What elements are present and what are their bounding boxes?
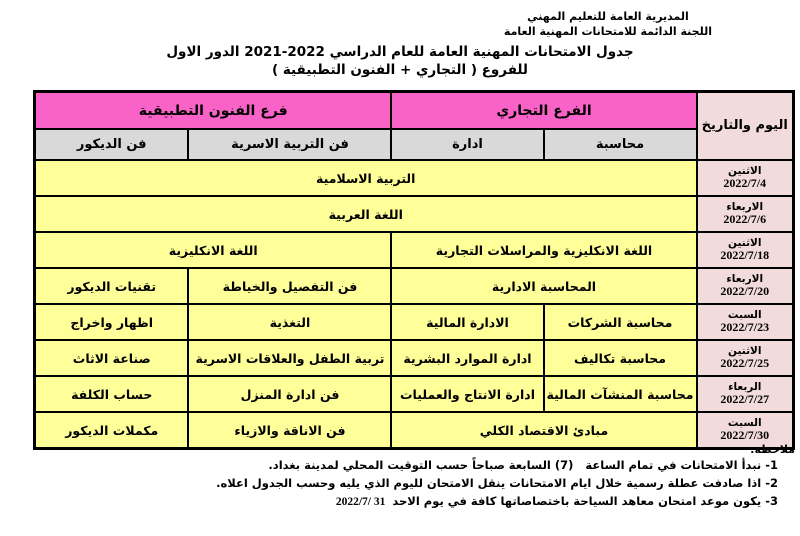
note-text: 1- نبدأ الامتحانات في تمام الساعة (7) السابعة صباحاً حسب التوقيت المحلي لمدينة بغداد. xyxy=(268,458,778,473)
day-name: الاربعاء xyxy=(726,201,764,214)
subject-cell: محاسبة المنشآت المالية xyxy=(544,376,697,412)
note-item xyxy=(5,493,795,512)
subject-cell: مكملات الديكور xyxy=(34,412,188,449)
notes-heading: ملاحظة: xyxy=(750,443,795,456)
day-name: السبت xyxy=(727,309,762,322)
note-item xyxy=(5,475,795,493)
subject-cell: صناعة الاثاث xyxy=(34,340,188,376)
track-administration: ادارة xyxy=(391,129,543,160)
day-name: الاربعاء xyxy=(726,273,764,286)
date-value: 2022/7/30 xyxy=(720,428,770,443)
day-date-cell xyxy=(697,196,794,232)
note-date: 2022/7/ 31 xyxy=(335,495,386,508)
note-text: 3- يكون موعد امتحان معاهد السياحة باختصاصاتها كافة في يوم الاحد xyxy=(392,493,778,508)
date-value: 2022/7/4 xyxy=(723,176,767,191)
subject-cell: حساب الكلفة xyxy=(34,376,188,412)
title-block xyxy=(0,44,800,80)
subject-cell: تقنيات الديكور xyxy=(34,268,188,304)
notes-section xyxy=(5,443,795,512)
subject-cell: اظهار واخراج xyxy=(34,304,188,340)
day-date-cell xyxy=(697,304,794,340)
note-text: 2- اذا صادفت عطلة رسمية خلال ايام الامتحانات ينقل الامتحان لليوم الذي يليه وحسب الجدول اعلاه. xyxy=(216,476,778,491)
track-accounting: محاسبة xyxy=(544,129,697,160)
doc-subtitle: للفروع ( التجاري + الفنون التطبيقية ) xyxy=(271,61,528,78)
day-date-cell xyxy=(697,268,794,304)
schedule-row xyxy=(34,376,793,412)
track-home-economics: فن التربية الاسرية xyxy=(188,129,391,160)
org-line-1: المديرية العامة للتعليم المهني xyxy=(527,10,689,23)
schedule-row xyxy=(34,196,793,232)
subject-cell: اللغة الانكليزية xyxy=(34,232,391,268)
date-value: 2022/7/20 xyxy=(720,284,770,299)
subject-cell: المحاسبة الادارية xyxy=(391,268,696,304)
subject-cell: الادارة المالية xyxy=(391,304,543,340)
subject-cell: فن التفصيل والخياطة xyxy=(188,268,391,304)
day-name: الاثنين xyxy=(728,345,762,358)
day-date-cell xyxy=(697,376,794,412)
schedule-row xyxy=(34,160,793,196)
subject-cell: فن ادارة المنزل xyxy=(188,376,391,412)
subject-cell: محاسبة تكاليف xyxy=(544,340,697,376)
subject-cell: محاسبة الشركات xyxy=(544,304,697,340)
org-line-2: اللجنة الدائمة للامتحانات المهنية العامة xyxy=(503,24,712,38)
day-name: الربعاء xyxy=(728,381,762,394)
track-header-row xyxy=(34,129,793,160)
date-value: 2022/7/23 xyxy=(720,320,770,335)
schedule-row xyxy=(34,340,793,376)
subject-cell: مبادئ الاقتصاد الكلي xyxy=(391,412,696,449)
subject-cell: اللغة العربية xyxy=(34,196,696,232)
day-name: السبت xyxy=(727,417,762,430)
day-date-header: اليوم والتاريخ xyxy=(697,92,794,161)
date-value: 2022/7/27 xyxy=(720,392,770,407)
track-decor-art: فن الديكور xyxy=(34,129,188,160)
subject-cell: التغذية xyxy=(188,304,391,340)
subject-cell: اللغة الانكليزية والمراسلات التجارية xyxy=(391,232,696,268)
subject-cell: ادارة الموارد البشرية xyxy=(391,340,543,376)
branch-header-row xyxy=(34,92,793,130)
branch-commercial: الفرع التجاري xyxy=(391,92,696,130)
subject-cell: تربية الطفل والعلاقات الاسرية xyxy=(188,340,391,376)
notes-list xyxy=(5,457,795,511)
schedule-row xyxy=(34,268,793,304)
day-date-cell xyxy=(697,340,794,376)
schedule-row xyxy=(34,232,793,268)
exam-schedule-table xyxy=(33,90,795,450)
day-name: الاثنين xyxy=(728,237,762,250)
branch-applied-arts: فرع الفنون التطبيقية xyxy=(34,92,391,130)
subject-cell: التربية الاسلامية xyxy=(34,160,696,196)
day-date-cell xyxy=(697,160,794,196)
date-value: 2022/7/25 xyxy=(720,356,770,371)
day-name: الاثنين xyxy=(728,165,762,178)
note-item xyxy=(5,457,795,475)
date-value: 2022/7/18 xyxy=(720,248,770,263)
doc-title: جدول الامتحانات المهنية العامة للعام الدراسي 2022-2021 الدور الاول xyxy=(166,44,634,60)
schedule-row xyxy=(34,304,793,340)
org-header xyxy=(504,10,712,39)
subject-cell: ادارة الانتاج والعمليات xyxy=(391,376,543,412)
subject-cell: فن الاناقة والازياء xyxy=(188,412,391,449)
day-date-cell xyxy=(697,232,794,268)
date-value: 2022/7/6 xyxy=(723,212,767,227)
